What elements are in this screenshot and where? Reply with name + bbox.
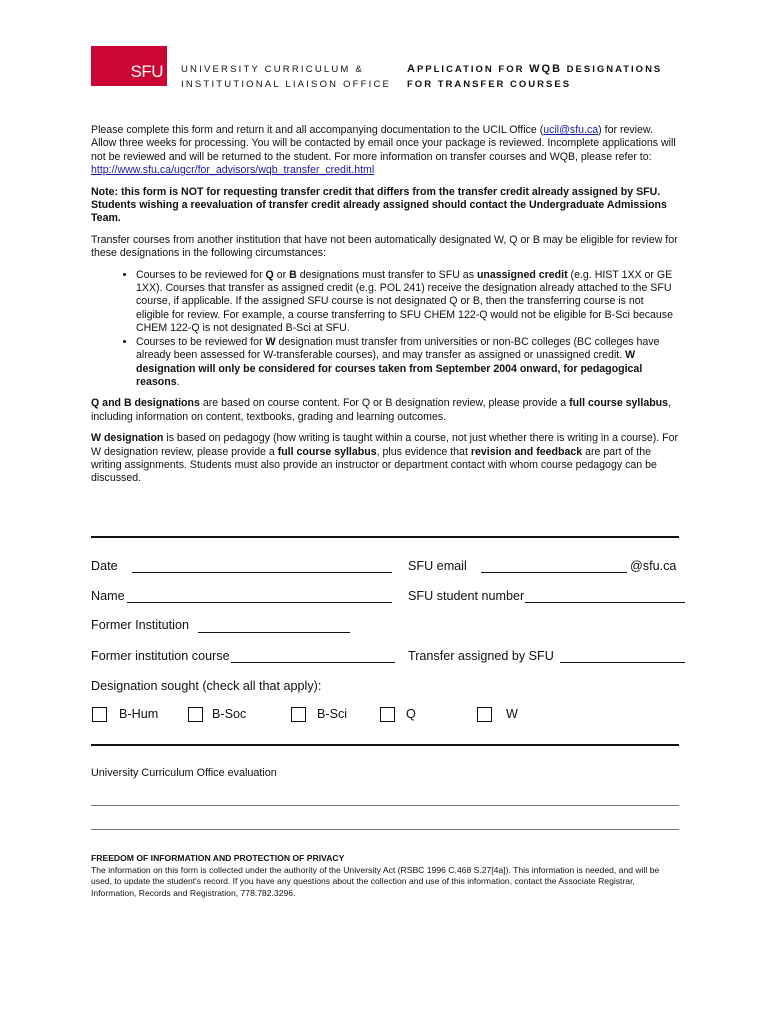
office-name: [181, 62, 391, 92]
w-label: W: [506, 707, 518, 721]
privacy-notice-text: The information on this form is collected under the authority of the University Act (RSBC 1996 C.468 S.27[4a]). This information is needed, and will be used, to update the student's record. If you have any questions about the collection and use of this information, contact the Associate Registrar, Information, Records and Registration, 778.782.3296.: [91, 864, 660, 898]
sfu-logo: [91, 46, 167, 86]
name-field[interactable]: [127, 602, 392, 603]
former-course-label: Former institution course: [91, 649, 230, 663]
evaluation-line-2[interactable]: [91, 829, 679, 830]
student-number-label: SFU student number: [408, 589, 525, 603]
title-text-b: DESIGNATIONS: [566, 64, 663, 75]
title-text-a: PPLICATION FOR: [416, 64, 525, 75]
date-field[interactable]: [132, 572, 392, 573]
sfu-email-field[interactable]: [481, 572, 627, 573]
transfer-assigned-field[interactable]: [560, 662, 685, 663]
eligibility-paragraph: Transfer courses from another institution that have not been automatically designated W, Q or B may be eligible for review for these designations in the following circumstances:: [91, 233, 678, 260]
title-initial: A: [407, 63, 417, 75]
q-label: Q: [406, 707, 416, 721]
student-number-field[interactable]: [525, 602, 685, 603]
logo-text: SFU: [130, 62, 163, 81]
criteria-item-w: • Courses to be reviewed for W designation must transfer from universities or non-BC colleges (BC colleges have already been assessed for W-transferable courses), and may transfer as assigned or unassigned credit. W designation will only be considered for courses taken from September 2004 onward, for pedagogical reasons.: [136, 336, 679, 390]
criteria-list: [91, 269, 679, 390]
transfer-assigned-label: Transfer assigned by SFU: [408, 649, 554, 663]
w-paragraph: W designation is based on pedagogy (how writing is taught within a course, not just whether there is writing in a course). For W designation review, please provide a full course syllabus, plus evidence that revision and feedback are part of the writing assignments. Students must also provide an instructor or department contact with whom course pedagogy can be discussed.: [91, 432, 679, 485]
designation-label: Designation sought (check all that apply):: [91, 679, 322, 693]
privacy-notice-title: FREEDOM OF INFORMATION AND PROTECTION OF PRIVACY: [91, 853, 345, 863]
ucil-email-link[interactable]: ucil@sfu.ca: [543, 124, 599, 136]
former-course-field[interactable]: [231, 662, 395, 663]
form-top-rule: [91, 536, 679, 538]
b-soc-label: B-Soc: [212, 707, 247, 721]
b-soc-checkbox[interactable]: [188, 707, 203, 722]
b-hum-label: B-Hum: [119, 707, 159, 721]
b-sci-label: B-Sci: [317, 707, 348, 721]
intro-text-2: ) for review. Allow three weeks for processing. You will be contacted by email once your package is reviewed. Incomplete applications will not be reviewed and will be returned to the student. For more information on transfer courses and WQB, please refer to:: [91, 124, 676, 163]
title-wqb: WQB: [529, 63, 563, 75]
instructions: [91, 124, 679, 494]
form-title-line2: FOR TRANSFER COURSES: [407, 79, 572, 90]
form-title-line1: [407, 62, 662, 77]
intro-paragraph: [91, 124, 679, 178]
privacy-notice: [91, 853, 679, 899]
b-sci-checkbox[interactable]: [291, 707, 306, 722]
office-name-line2: INSTITUTIONAL LIAISON OFFICE: [181, 79, 392, 90]
form-title: [407, 62, 662, 92]
form-bottom-rule: [91, 744, 679, 746]
date-label: Date: [91, 559, 118, 573]
evaluation-line-1[interactable]: [91, 805, 679, 806]
b-hum-checkbox[interactable]: [92, 707, 107, 722]
qb-paragraph: Q and B designations are based on course content. For Q or B designation review, please provide a full course syllabus, including information on content, textbooks, grading and learning outcomes.: [91, 397, 672, 423]
office-name-line1: UNIVERSITY CURRICULUM &: [181, 64, 364, 75]
evaluation-label: University Curriculum Office evaluation: [91, 767, 277, 779]
former-institution-label: Former Institution: [91, 618, 189, 632]
criteria-item-qb: • Courses to be reviewed for Q or B designations must transfer to SFU as unassigned credit (e.g. HIST 1XX or GE 1XX). Courses that transfer as assigned credit (e.g. POL 241) receive the designation already attached to the SFU course, if applicable. If the assigned SFU course is not designated Q or B, then the transferring course is not eligible for review. For example, a course transferring to SFU CHEM 122-Q would not be eligible for B-Sci because CHEM 122-Q is not designated B-Sci at SFU.: [136, 269, 679, 336]
name-label: Name: [91, 589, 125, 603]
w-checkbox[interactable]: [477, 707, 492, 722]
note-paragraph: Note: this form is NOT for requesting transfer credit that differs from the transfer credit already assigned by SFU. Students wishing a reevaluation of transfer credit already assigned should contact the Undergraduate Admissions Team.: [91, 185, 667, 225]
transfer-credit-link[interactable]: http://www.sfu.ca/ugcr/for_advisors/wqb_transfer_credit.html: [91, 164, 375, 177]
intro-text-1: Please complete this form and return it and all accompanying documentation to the UCIL Office (: [91, 124, 544, 136]
former-institution-field[interactable]: [198, 632, 350, 633]
email-domain-suffix: @sfu.ca: [630, 559, 677, 573]
q-checkbox[interactable]: [380, 707, 395, 722]
sfu-email-label: SFU email: [408, 559, 467, 573]
